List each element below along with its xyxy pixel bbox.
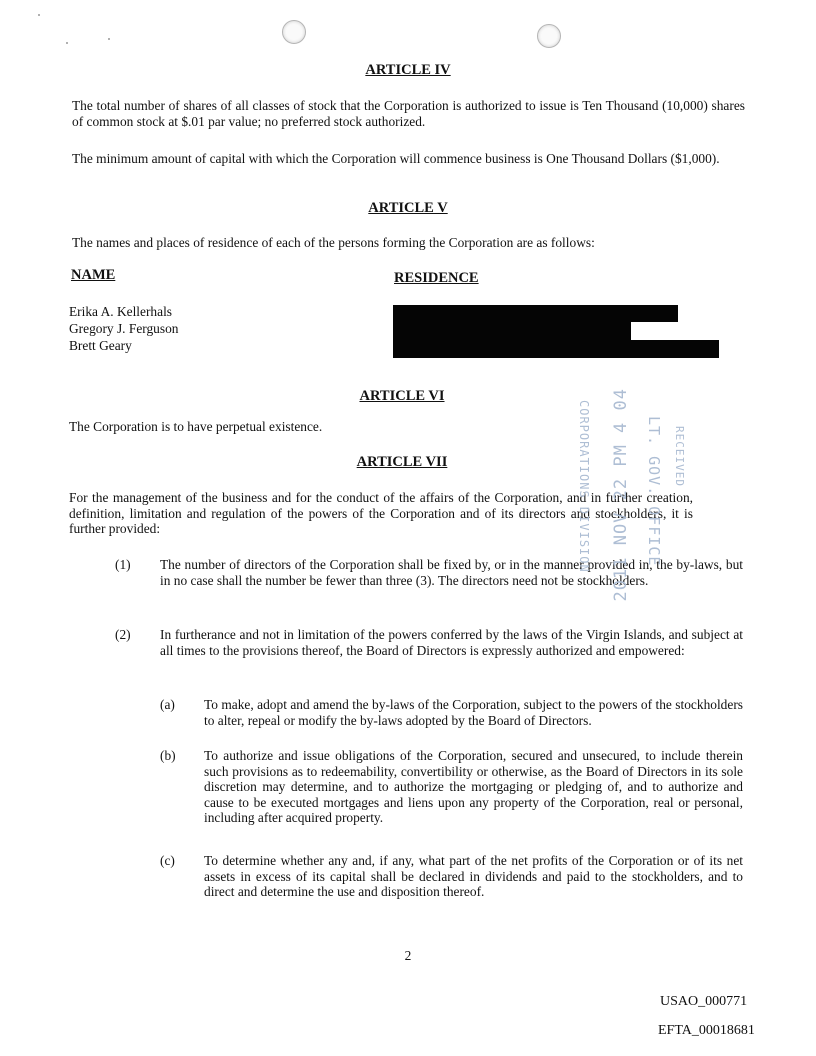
item-1-number: (1) (115, 557, 131, 572)
article-vi-heading: ARTICLE VI (359, 388, 445, 404)
subitem-c-letter: (c) (160, 853, 175, 868)
bates-number-efta: EFTA_00018681 (658, 1023, 755, 1038)
article-vii-heading: ARTICLE VII (356, 454, 448, 470)
scan-speck (38, 14, 40, 16)
page-number: 2 (404, 948, 412, 963)
subitem-b-text: To authorize and issue obligations of the Corporation, secured and unsecured, to include therein such provisions as to redeemability, convertibility or otherwise, as the Board of Directors in its sole discretion may determine, and to authorize the mortgaging or pledging of, and to authorize and cause to be executed mortgages and liens upon any property of the Corporation, real or personal, including after acquired property. (204, 748, 743, 825)
subitem-a-text: To make, adopt and amend the by-laws of the Corporation, subject to the powers of the stockholders to alter, repeal or modify the by-laws adopted by the Board of Directors. (204, 697, 743, 728)
subitem-b-letter: (b) (160, 748, 176, 763)
item-2-number: (2) (115, 627, 131, 642)
incorporator-names-list (69, 303, 178, 354)
subitem-a-letter: (a) (160, 697, 175, 712)
redaction-bar (393, 322, 631, 340)
article-iv-capital-paragraph: The minimum amount of capital with which the Corporation will commence business is One Thousand Dollars ($1,000). (72, 151, 720, 166)
received-stamp (575, 386, 703, 602)
item-1-text: The number of directors of the Corporation shall be fixed by, or in the manner provided in, the by-laws, but in no case shall the number be fewer than three (3). The directors need not be stockholders. (160, 557, 743, 588)
stamp-line: LT. GOV. OFFICE (645, 416, 663, 567)
article-iv-heading: ARTICLE IV (365, 62, 451, 78)
stamp-line: RECEIVED (673, 426, 686, 487)
incorporator-name: Brett Geary (69, 338, 132, 353)
article-vi-text: The Corporation is to have perpetual existence. (69, 419, 323, 434)
bates-number-usao: USAO_000771 (660, 994, 748, 1009)
subitem-c-text: To determine whether any and, if any, what part of the net profits of the Corporation or of its net assets in excess of its capital shall be declared in dividends and paid to the stockholders, and to direct and determine the use and disposition thereof. (204, 853, 743, 899)
scan-speck (66, 42, 68, 44)
incorporator-name: Erika A. Kellerhals (69, 304, 172, 319)
incorporator-name: Gregory J. Ferguson (69, 321, 179, 336)
article-v-intro: The names and places of residence of each of the persons forming the Corporation are as follows: (72, 235, 595, 250)
scan-speck (108, 38, 110, 40)
stamp-date: 2011 NOV 22 PM 4 04 (611, 388, 631, 602)
redaction-bar (393, 340, 719, 358)
punch-hole-right (537, 24, 561, 48)
article-vii-intro: For the management of the business and for the conduct of the affairs of the Corporation, and in further creation, definition, limitation and regulation of the powers of the Corporation and of its directors and stockholders, it is further provided: (69, 490, 693, 536)
name-column-header: NAME (71, 267, 116, 283)
redaction-bar (393, 305, 678, 322)
item-2-text: In furtherance and not in limitation of the powers conferred by the laws of the Virgin Islands, and subject at all times to the provisions thereof, the Board of Directors is expressly authorized and empowered: (160, 627, 743, 658)
article-v-heading: ARTICLE V (368, 200, 448, 216)
stamp-line: CORPORATIONS DIVISION (577, 400, 591, 573)
punch-hole-left (282, 20, 306, 44)
article-iv-shares-paragraph: The total number of shares of all classes of stock that the Corporation is authorized to issue is Ten Thousand (10,000) shares of common stock at $.01 par value; no preferred stock authorized. (72, 98, 745, 129)
residence-column-header: RESIDENCE (394, 270, 479, 286)
